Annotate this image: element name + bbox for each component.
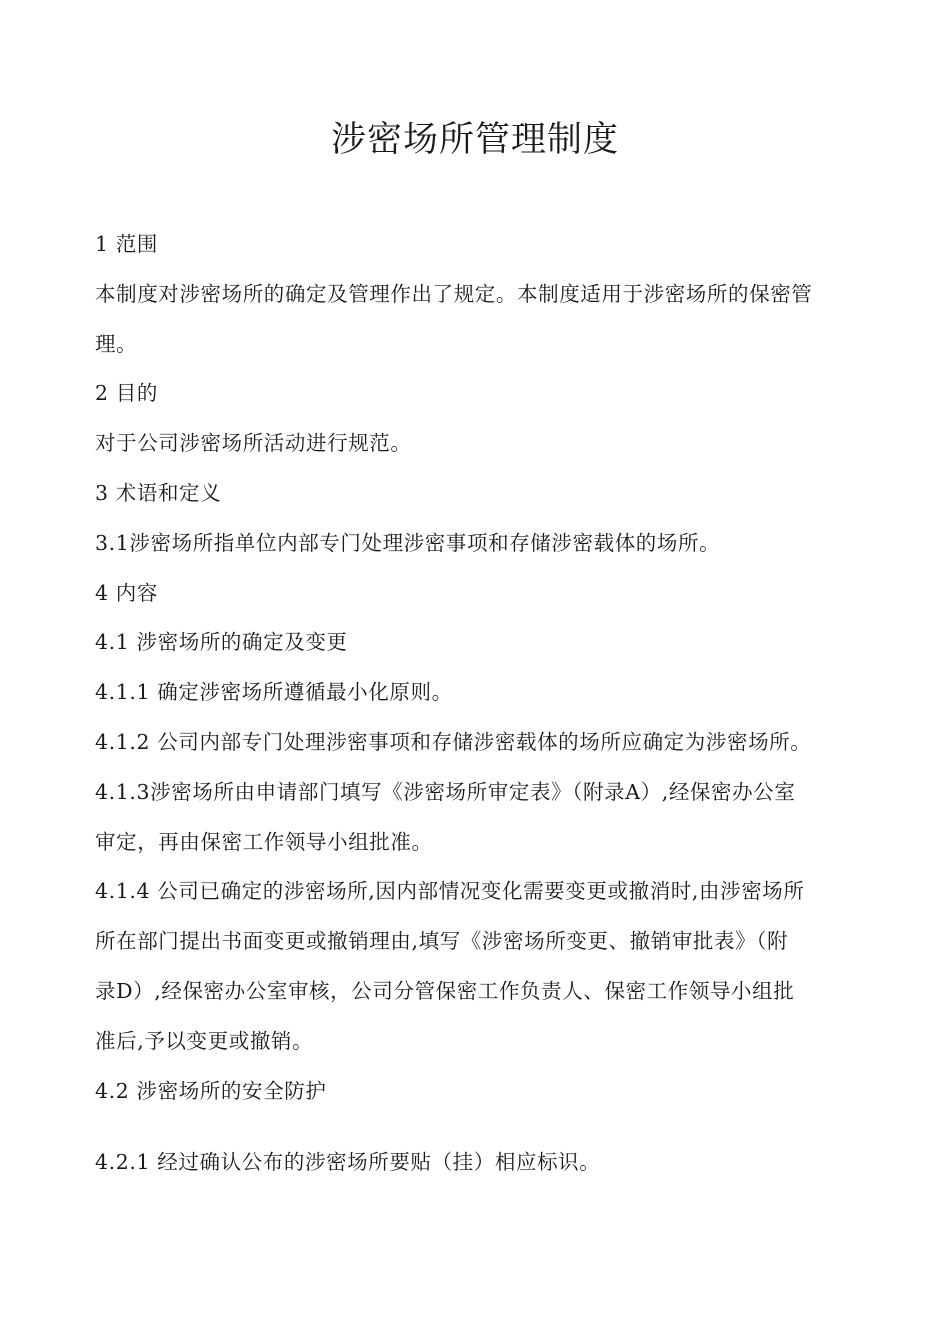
paragraph-line: 4.1.3涉密场所由申请部门填写《涉密场所审定表》（附录A）,经保密办公室 <box>95 779 796 804</box>
paragraph-line: 4.1.4 公司已确定的涉密场所,因内部情况变化需要变更或撤消时,由涉密场所 <box>95 879 805 904</box>
paragraph-spacer <box>95 1116 865 1138</box>
subsection-heading: 4.2 涉密场所的安全防护 <box>95 1078 327 1103</box>
paragraph-line: 4.1.2 公司内部专门处理涉密事项和存储涉密载体的场所应确定为涉密场所。 <box>95 729 812 754</box>
paragraph-line: 对于公司涉密场所活动进行规范。 <box>95 431 412 456</box>
paragraph-line: 本制度对涉密场所的确定及管理作出了规定。本制度适用于涉密场所的保密管 <box>95 281 813 306</box>
paragraph-line: 录D）,经保密办公室审核，公司分管保密工作负责人、保密工作领导小组批 <box>95 978 795 1003</box>
paragraph-line: 4.1.1 确定涉密场所遵循最小化原则。 <box>95 680 453 705</box>
section-heading-content: 4 内容 <box>95 580 158 605</box>
paragraph-line: 理。 <box>95 331 138 356</box>
paragraph-line: 准后,予以变更或撤销。 <box>95 1028 314 1053</box>
section-heading-scope: 1 范围 <box>95 232 158 256</box>
paragraph-line: 所在部门提出书面变更或撤销理由,填写《涉密场所变更、撤销审批表》（附 <box>95 929 789 954</box>
document-title: 涉密场所管理制度 <box>330 120 619 160</box>
paragraph-line: 审定，再由保密工作领导小组批准。 <box>95 829 433 854</box>
subsection-heading: 4.1 涉密场所的确定及变更 <box>95 630 348 655</box>
paragraph-line: 3.1涉密场所指单位内部专门处理涉密事项和存储涉密载体的场所。 <box>95 530 721 555</box>
paragraph-line: 4.2.1 经过确认公布的涉密场所要贴（挂）相应标识。 <box>95 1150 601 1175</box>
document-body <box>95 220 865 1188</box>
section-heading-terms: 3 术语和定义 <box>95 480 222 505</box>
section-heading-purpose: 2 目的 <box>95 381 158 406</box>
